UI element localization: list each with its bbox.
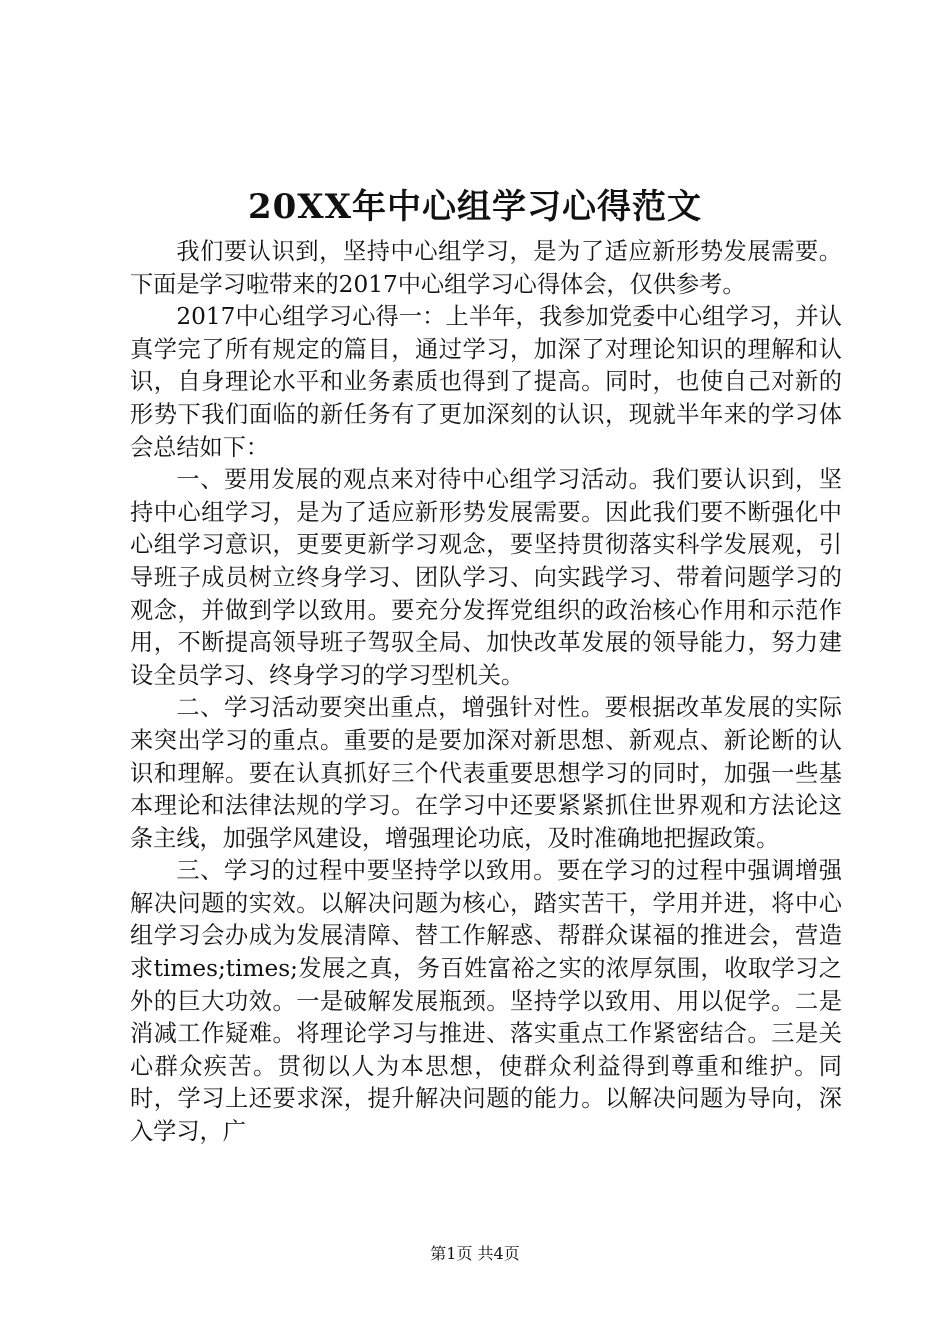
paragraph-point-one: 一、要用发展的观点来对待中心组学习活动。我们要认识到，坚持中心组学习，是为了适应新形势发展需要。因此我们要不断强化中心组学习意识，更要更新学习观念，要坚持贯彻落实科学发展观，引导班子成员树立终身学习、团队学习、向实践学习、带着问题学习的观念，并做到学以致用。要充分发挥党组织的政治核心作用和示范作用，不断提高领导班子驾驭全局、加快改革发展的领导能力，努力建设全员学习、终身学习的学习型机关。 [130,466,842,689]
paragraph-experience-one: 2017中心组学习心得一：上半年，我参加党委中心组学习，并认真学完了所有规定的篇目，通过学习，加深了对理论知识的理解和认识，自身理论水平和业务素质也得到了提高。同时，也使自己对新的形势下我们面临的新任务有了更加深刻的认识，现就半年来的学习体会总结如下： [130,303,842,461]
document-body [130,236,842,1149]
document-title: 20XX年中心组学习心得范文 [247,187,703,227]
page-number-footer: 第1页 共4页 [430,1244,520,1263]
paragraph-point-three: 三、学习的过程中要坚持学以致用。要在学习的过程中强调增强解决问题的实效。以解决问题为核心，踏实苦干，学用并进，将中心组学习会办成为发展清障、替工作解惑、帮群众谋福的推进会，营造求times;times;发展之真，务百姓富裕之实的浓厚氛围，收取学习之外的巨大功效。一是破解发展瓶颈。坚持学以致用、用以促学。二是消减工作疑难。将理论学习与推进、落实重点工作紧密结合。三是关心群众疾苦。贯彻以人为本思想，使群众利益得到尊重和维护。同时，学习上还要求深，提升解决问题的能力。以解决问题为导向，深入学习，广 [130,857,842,1146]
paragraph-point-two: 二、学习活动要突出重点，增强针对性。要根据改革发展的实际来突出学习的重点。重要的是要加深对新思想、新观点、新论断的认识和理解。要在认真抓好三个代表重要思想学习的同时，加强一些基本理论和法律法规的学习。在学习中还要紧紧抓住世界观和方法论这条主线，加强学风建设，增强理论功底，及时准确地把握政策。 [130,694,842,852]
paragraph-intro: 我们要认识到，坚持中心组学习，是为了适应新形势发展需要。下面是学习啦带来的2017中心组学习心得体会，仅供参考。 [130,238,842,298]
